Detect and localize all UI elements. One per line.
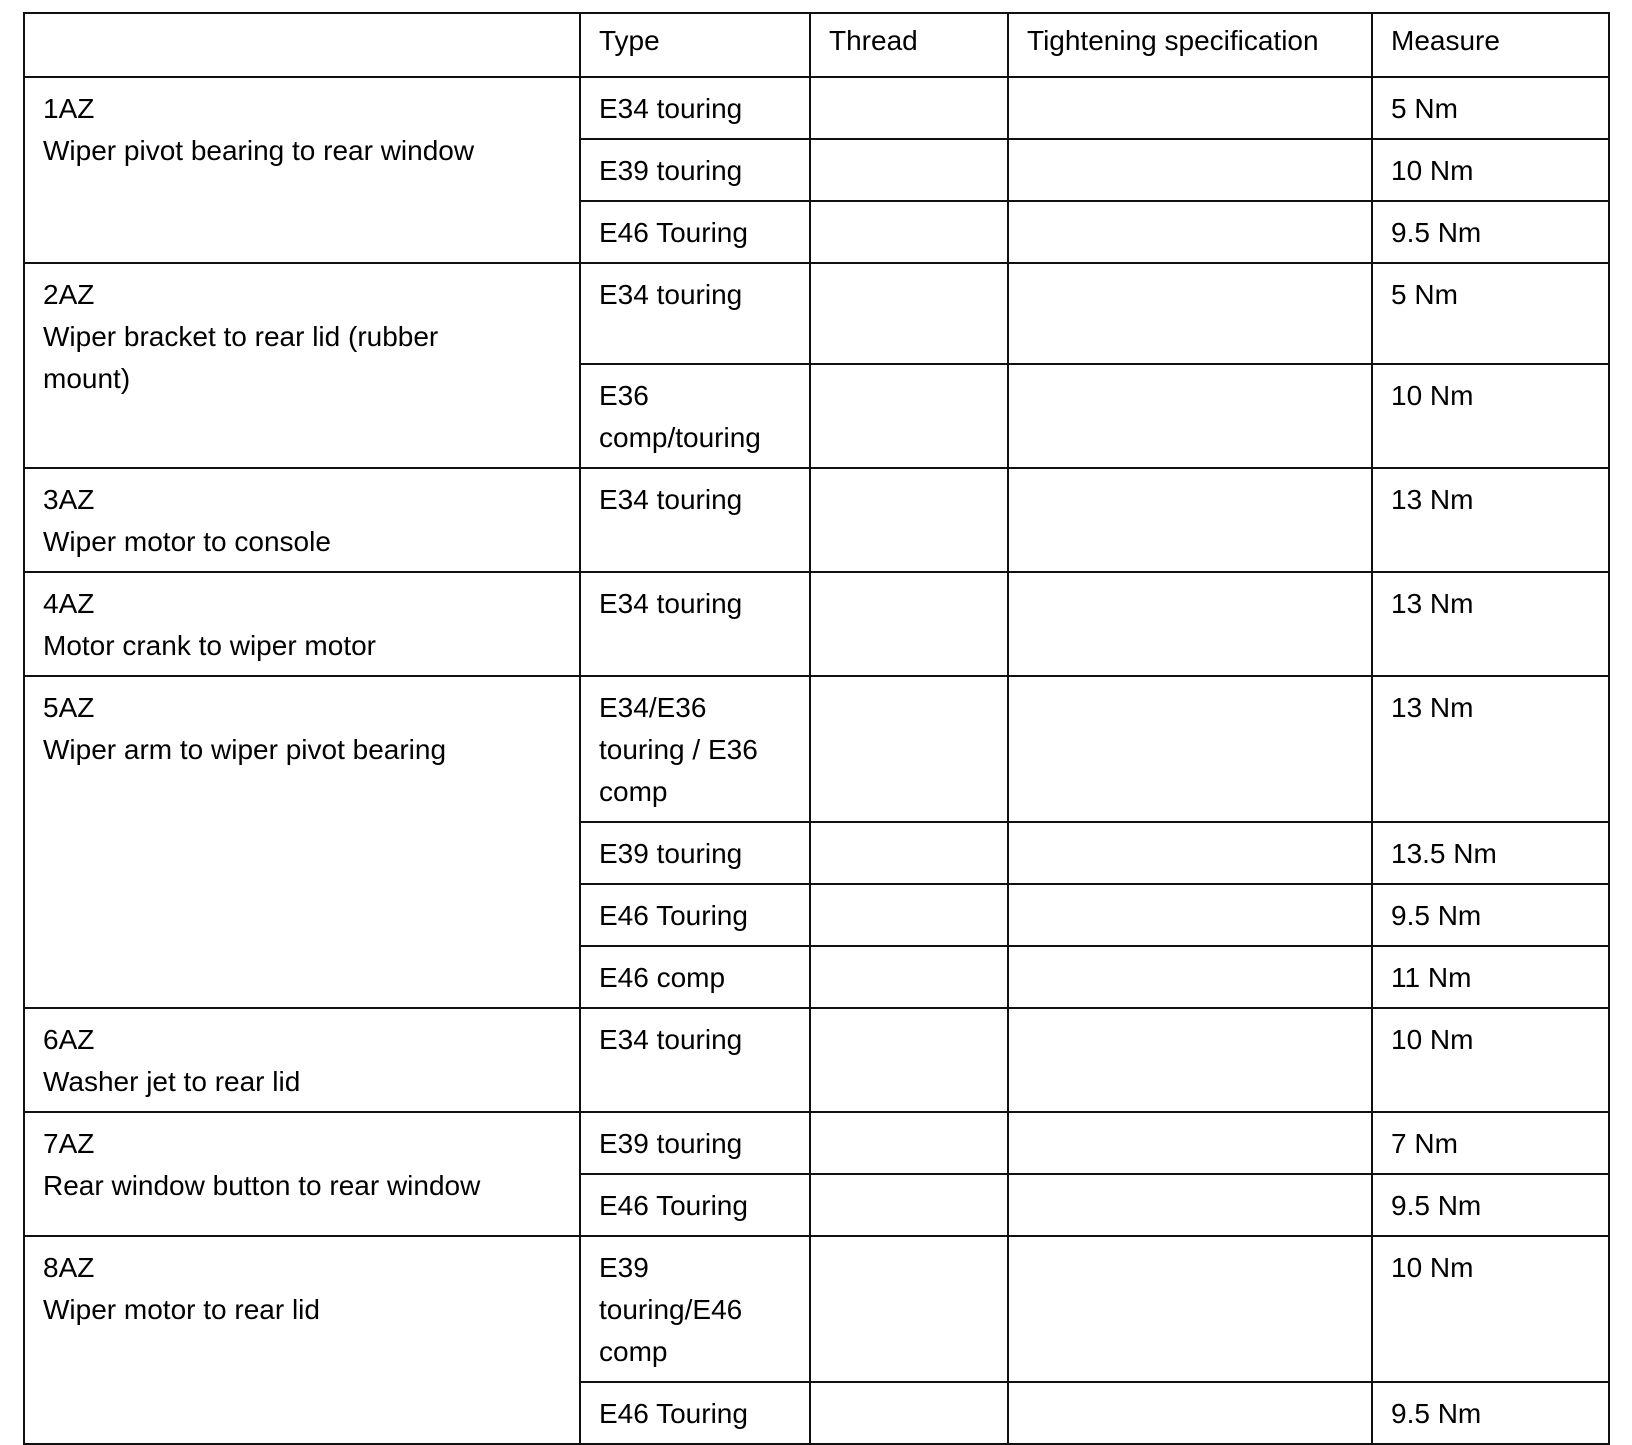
type-cell: E46 Touring (580, 884, 810, 946)
measure-cell: 13.5 Nm (1372, 822, 1609, 884)
thread-cell (810, 1112, 1008, 1174)
header-type: Type (580, 13, 810, 77)
thread-cell (810, 572, 1008, 676)
thread-cell (810, 77, 1008, 139)
type-cell: E39 touring (580, 139, 810, 201)
tightening-spec-cell (1008, 822, 1372, 884)
table-row (24, 77, 1609, 139)
type-cell: E39 touring/E46 comp (580, 1236, 810, 1382)
type-cell: E36 comp/touring (580, 364, 810, 468)
measure-cell: 9.5 Nm (1372, 1382, 1609, 1444)
header-thread: Thread (810, 13, 1008, 77)
item-description: Wiper motor to rear lid (43, 1294, 320, 1325)
measure-cell: 5 Nm (1372, 77, 1609, 139)
item-code: 6AZ (43, 1024, 95, 1055)
item-description: Rear window button to rear window (43, 1170, 481, 1201)
thread-cell (810, 201, 1008, 263)
table-row (24, 263, 1609, 364)
table-body (24, 77, 1609, 1444)
tightening-spec-cell (1008, 1008, 1372, 1112)
thread-cell (810, 364, 1008, 468)
measure-cell: 9.5 Nm (1372, 884, 1609, 946)
header-tightening-specification: Tightening specification (1008, 13, 1372, 77)
tightening-spec-cell (1008, 263, 1372, 364)
thread-cell (810, 884, 1008, 946)
measure-cell: 10 Nm (1372, 139, 1609, 201)
thread-cell (810, 263, 1008, 364)
item-cell (24, 1112, 580, 1236)
type-cell: E46 comp (580, 946, 810, 1008)
item-code: 4AZ (43, 588, 95, 619)
type-cell: E34 touring (580, 263, 810, 364)
tightening-spec-cell (1008, 676, 1372, 822)
type-cell: E39 touring (580, 822, 810, 884)
item-cell (24, 1008, 580, 1112)
table-row (24, 1008, 1609, 1112)
tightening-spec-cell (1008, 884, 1372, 946)
item-cell (24, 572, 580, 676)
measure-cell: 10 Nm (1372, 364, 1609, 468)
measure-cell: 7 Nm (1372, 1112, 1609, 1174)
measure-cell: 10 Nm (1372, 1236, 1609, 1382)
item-description: Motor crank to wiper motor (43, 630, 376, 661)
tightening-spec-cell (1008, 139, 1372, 201)
header-item (24, 13, 580, 77)
item-code: 5AZ (43, 692, 95, 723)
item-cell (24, 468, 580, 572)
measure-cell: 10 Nm (1372, 1008, 1609, 1112)
header-measure: Measure (1372, 13, 1609, 77)
tightening-spec-cell (1008, 1382, 1372, 1444)
measure-cell: 13 Nm (1372, 572, 1609, 676)
item-code: 3AZ (43, 484, 95, 515)
tightening-spec-cell (1008, 468, 1372, 572)
tightening-spec-cell (1008, 1174, 1372, 1236)
type-cell: E34 touring (580, 572, 810, 676)
type-cell: E46 Touring (580, 1174, 810, 1236)
measure-cell: 11 Nm (1372, 946, 1609, 1008)
thread-cell (810, 1174, 1008, 1236)
tightening-spec-cell (1008, 946, 1372, 1008)
table-row (24, 1236, 1609, 1382)
header-row (24, 13, 1609, 77)
table-row (24, 468, 1609, 572)
thread-cell (810, 139, 1008, 201)
item-cell (24, 263, 580, 468)
measure-cell: 5 Nm (1372, 263, 1609, 364)
type-cell: E39 touring (580, 1112, 810, 1174)
item-code: 1AZ (43, 93, 95, 124)
item-description: Wiper arm to wiper pivot bearing (43, 734, 447, 765)
item-description: Washer jet to rear lid (43, 1066, 301, 1097)
item-description: Wiper bracket to rear lid (rubber mount) (43, 321, 439, 394)
item-description: Wiper motor to console (43, 526, 331, 557)
tightening-spec-cell (1008, 1112, 1372, 1174)
measure-cell: 9.5 Nm (1372, 201, 1609, 263)
thread-cell (810, 1008, 1008, 1112)
thread-cell (810, 1382, 1008, 1444)
thread-cell (810, 676, 1008, 822)
type-cell: E34/E36 touring / E36 comp (580, 676, 810, 822)
thread-cell (810, 822, 1008, 884)
item-cell (24, 676, 580, 1008)
tightening-spec-cell (1008, 572, 1372, 676)
type-cell: E34 touring (580, 468, 810, 572)
item-code: 7AZ (43, 1128, 95, 1159)
table-row (24, 676, 1609, 822)
measure-cell: 13 Nm (1372, 468, 1609, 572)
item-cell (24, 1236, 580, 1444)
measure-cell: 13 Nm (1372, 676, 1609, 822)
item-cell (24, 77, 580, 263)
type-cell: E46 Touring (580, 201, 810, 263)
tightening-torque-table (23, 12, 1610, 1445)
item-code: 8AZ (43, 1252, 95, 1283)
table-row (24, 572, 1609, 676)
thread-cell (810, 946, 1008, 1008)
tightening-spec-cell (1008, 1236, 1372, 1382)
tightening-spec-cell (1008, 201, 1372, 263)
type-cell: E34 touring (580, 1008, 810, 1112)
thread-cell (810, 1236, 1008, 1382)
type-cell: E46 Touring (580, 1382, 810, 1444)
item-description: Wiper pivot bearing to rear window (43, 135, 475, 166)
item-code: 2AZ (43, 279, 95, 310)
measure-cell: 9.5 Nm (1372, 1174, 1609, 1236)
tightening-spec-cell (1008, 364, 1372, 468)
thread-cell (810, 468, 1008, 572)
type-cell: E34 touring (580, 77, 810, 139)
tightening-spec-cell (1008, 77, 1372, 139)
table-row (24, 1112, 1609, 1174)
